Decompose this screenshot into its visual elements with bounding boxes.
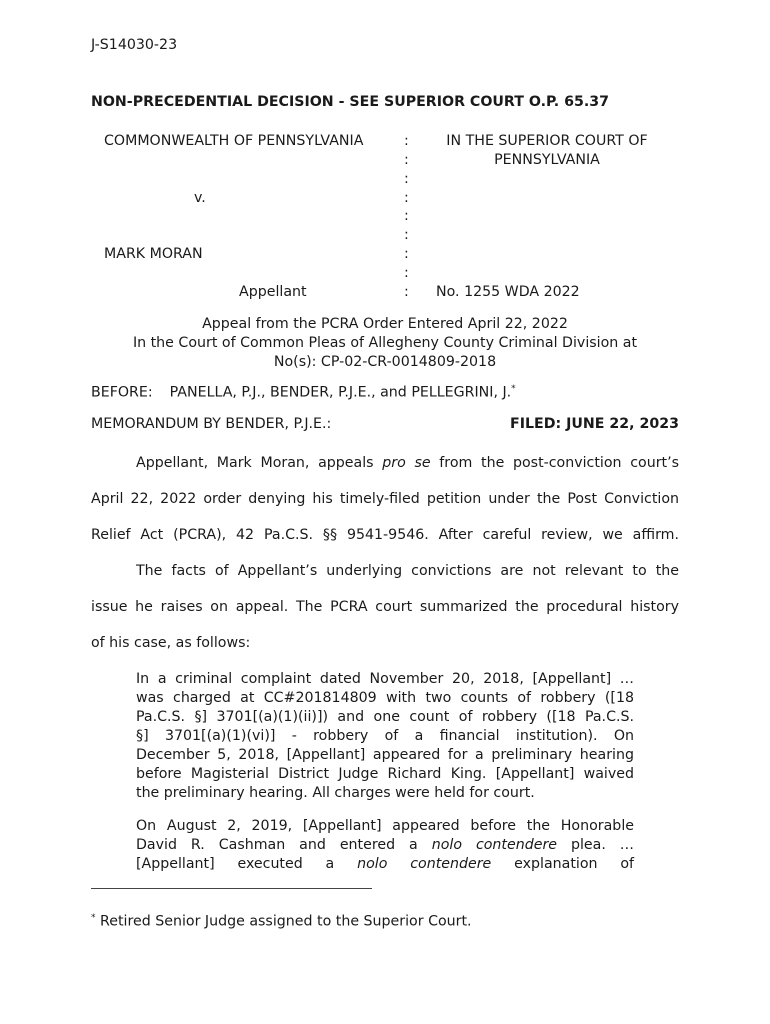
memorandum-author: MEMORANDUM BY BENDER, P.J.E.: (91, 416, 332, 432)
quote-line: December 5, 2018, [Appellant] appeared for a preliminary hearing (136, 747, 634, 763)
body-paragraph (91, 445, 679, 554)
quote-line: before Magisterial District Judge Richard King. [Appellant] waived (136, 766, 634, 782)
appeal-line: In the Court of Common Pleas of Allegheny County Criminal Division at (132, 335, 638, 351)
footnote-text: Retired Senior Judge assigned to the Superior Court. (95, 913, 472, 930)
quote-line: §] 3701[(a)(1)(vi)] - robbery of a financial institution). On (136, 728, 634, 744)
text-line: issue he raises on appeal. The PCRA court summarized the procedural history (91, 599, 679, 616)
text-line: Relief Act (PCRA), 42 Pa.C.S. §§ 9541-9546. After careful review, we affirm. (91, 527, 679, 544)
caption-colon: : (404, 227, 409, 243)
nonprecedential-heading: NON-PRECEDENTIAL DECISION - SEE SUPERIOR COURT O.P. 65.37 (91, 94, 609, 110)
panel-judges: PANELLA, P.J., BENDER, P.J.E., and PELLEGRINI, J. (169, 384, 512, 401)
quote-line: the preliminary hearing. All charges were held for court. (136, 785, 535, 801)
caption-colon: : (404, 190, 409, 206)
footnote-divider (91, 888, 372, 889)
before-label: BEFORE: (91, 384, 153, 401)
caption-role: Appellant (239, 284, 307, 300)
docket-number: J-S14030-23 (91, 37, 178, 53)
text-line: of his case, as follows: (91, 635, 251, 652)
caption-colon: : (404, 171, 409, 187)
caption-court-line2: PENNSYLVANIA (494, 152, 600, 168)
appeal-line: Appeal from the PCRA Order Entered April 22, 2022 (202, 316, 568, 332)
quote-line: In a criminal complaint dated November 20, 2018, [Appellant] … (136, 671, 634, 687)
caption-colon: : (404, 265, 409, 281)
block-quote (136, 670, 634, 803)
appeal-info (91, 315, 679, 372)
quote-line: On August 2, 2019, [Appellant] appeared before the Honorable (136, 818, 634, 834)
caption-court-line1: IN THE SUPERIOR COURT OF (446, 133, 648, 149)
quote-line: David R. Cashman and entered a nolo contendere plea. … (136, 837, 634, 853)
caption-case-number: No. 1255 WDA 2022 (436, 284, 580, 300)
text-line: The facts of Appellant’s underlying convictions are not relevant to the (136, 563, 679, 579)
footnote (91, 913, 472, 930)
panel-line (91, 384, 516, 401)
caption-colon: : (404, 152, 409, 168)
footnote-marker: * (91, 913, 96, 923)
caption-colon: : (404, 284, 409, 300)
text-line: April 22, 2022 order denying his timely-filed petition under the Post Conviction (91, 491, 679, 508)
caption-colon: : (404, 133, 409, 149)
quote-line: [Appellant] executed a nolo contendere explanation of (136, 856, 635, 872)
caption-colon: : (404, 246, 409, 262)
caption-defendant: MARK MORAN (104, 246, 203, 262)
caption-colon: : (404, 208, 409, 224)
footnote-marker: * (511, 384, 516, 394)
text-line: Appellant, Mark Moran, appeals pro se from the post-conviction court’s (136, 455, 680, 471)
body-paragraph (91, 553, 679, 662)
caption-plaintiff: COMMONWEALTH OF PENNSYLVANIA (104, 133, 364, 149)
quote-line: Pa.C.S. §] 3701[(a)(1)(ii)]) and one count of robbery ([18 Pa.C.S. (136, 709, 634, 725)
caption-versus: v. (194, 190, 206, 206)
quote-line: was charged at CC#201814809 with two counts of robbery ([18 (136, 690, 634, 706)
filed-date: FILED: JUNE 22, 2023 (510, 416, 679, 432)
appeal-line: No(s): CP-02-CR-0014809-2018 (273, 354, 497, 370)
block-quote (136, 817, 634, 874)
